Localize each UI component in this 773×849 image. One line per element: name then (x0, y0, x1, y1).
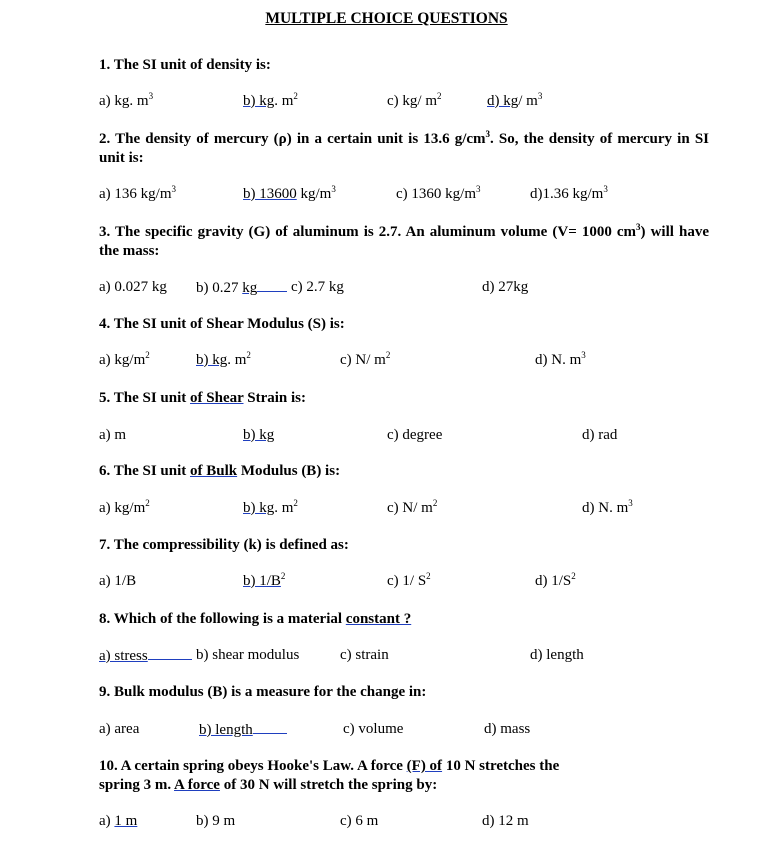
q6-option-a: a) $kg/m^2$ (99, 498, 150, 516)
q5-option-c: c) degree (387, 427, 443, 443)
q8-option-d: d) length (530, 647, 584, 663)
q6-option-b: b) kg. $m^2$ (243, 498, 298, 516)
q2-option-a: a) 136 $kg/m^3$ (99, 184, 176, 202)
q2-option-b: b) 13600 $kg/m^3$ (243, 184, 336, 202)
question-9-stem: 9. Bulk modulus (B) is a measure for the change in: (99, 684, 427, 700)
q8-option-c: c) strain (340, 647, 389, 663)
q5-option-a: a) m (99, 427, 127, 443)
question-5-stem: 5. The SI unit of Shear Strain is: (99, 390, 307, 406)
q4-option-b: b) kg. $m^2$ (196, 350, 251, 368)
q3-option-c: c) 2.7 kg (291, 279, 344, 295)
q7-option-c: c) 1/ $S^2$ (387, 571, 431, 589)
question-1-stem: 1. The SI unit of density is: (99, 57, 271, 73)
q9-option-b: b) length (199, 721, 287, 739)
q4-option-c: c) N/ $m^2$ (340, 350, 391, 368)
q1-option-c: c) kg/ $m^2$ (387, 91, 442, 109)
question-8-stem: 8. Which of the following is a material constant ? (99, 611, 412, 627)
question-2-stem: 2. The density of mercury (ρ) in a certain unit is 13.6 $g/cm^3$. So, the density of mercury in SI unit is: (99, 129, 709, 166)
q8-option-a: a) stress (99, 647, 192, 665)
page-title: MULTIPLE CHOICE QUESTIONS (265, 10, 508, 27)
q10-option-b: b) 9 m (196, 813, 236, 829)
q1-option-b: b) kg. $m^2$ (243, 91, 298, 109)
q9-option-d: d) mass (484, 721, 531, 737)
question-4-stem: 4. The SI unit of Shear Modulus (S) is: (99, 316, 345, 332)
q3-option-d: d) 27kg (482, 279, 529, 295)
q2-option-c: c) 1360 $kg/m^3$ (396, 184, 481, 202)
question-6-stem: 6. The SI unit of Bulk Modulus (B) is: (99, 463, 341, 479)
q9-option-a: a) area (99, 721, 140, 737)
q5-option-d: d) rad (582, 427, 618, 443)
q8-option-b: b) shear modulus (196, 647, 300, 663)
q1-option-a: a) kg. $m^3$ (99, 91, 154, 109)
q7-option-a: a) 1/B (99, 573, 137, 589)
q1-option-d: d) kg/ $m^3$ (487, 91, 543, 109)
q4-option-d: d) N. $m^3$ (535, 350, 586, 368)
q3-option-b: b) 0.27 kg (196, 279, 287, 297)
q7-option-d: d) $1/S^2$ (535, 571, 576, 589)
question-7-stem: 7. The compressibility (k) is defined as: (99, 537, 349, 553)
question-10-stem-line-2: spring 3 m. A force of 30 N will stretch the spring by: (99, 777, 438, 793)
q6-option-d: d) N. $m^3$ (582, 498, 633, 516)
q5-option-b: b) kg (243, 427, 275, 443)
q6-option-c: c) N/ $m^2$ (387, 498, 438, 516)
q2-option-d: d)1.36 $kg/m^3$ (530, 184, 608, 202)
q10-option-a: a) 1 m (99, 813, 138, 829)
q4-option-a: a) $kg/m^2$ (99, 350, 150, 368)
question-3-stem: 3. The specific gravity (G) of aluminum is 2.7. An aluminum volume (V= 1000 $cm^3$) will have the mass: (99, 222, 709, 259)
q9-option-c: c) volume (343, 721, 404, 737)
q10-option-d: d) 12 m (482, 813, 529, 829)
question-10-stem-line-1: 10. A certain spring obeys Hooke's Law. A force (F) of 10 N stretches the (99, 758, 560, 774)
q10-option-c: c) 6 m (340, 813, 379, 829)
q7-option-b: b) $1/B^2$ (243, 571, 286, 589)
q3-option-a: a) 0.027 kg (99, 279, 167, 295)
